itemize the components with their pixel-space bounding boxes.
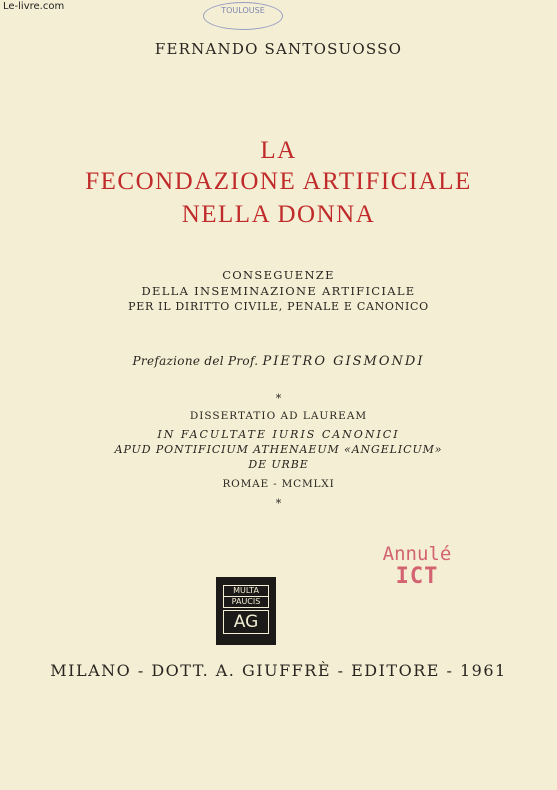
place-year: ROMAE - MCMLXI	[222, 478, 335, 490]
library-stamp: TOULOUSE	[203, 2, 283, 30]
logo-text-3: AG	[223, 610, 269, 634]
cancel-stamp-line-1: Annulé	[382, 543, 452, 565]
separator-star: *	[275, 392, 282, 405]
latin-line-2: APUD PONTIFICIUM ATHENAEUM «ANGELICUM»	[114, 443, 443, 456]
title-line-2: FECONDAZIONE ARTIFICIALE	[85, 168, 472, 195]
preface-prefix: Prefazione del Prof.	[132, 354, 259, 368]
watermark: Le-livre.com	[3, 1, 65, 12]
logo-text-1: MULTA	[223, 585, 269, 597]
subtitle-line-2: DELLA INSEMINAZIONE ARTIFICIALE	[141, 284, 416, 298]
publisher-line: MILANO - DOTT. A. GIUFFRÈ - EDITORE - 1961	[50, 661, 507, 680]
publisher-logo	[216, 577, 276, 645]
subtitle-line-1: CONSEGUENZE	[222, 268, 335, 282]
dissertation-label: DISSERTATIO AD LAUREAM	[189, 410, 368, 422]
logo-text-2: PAUCIS	[223, 597, 269, 608]
cancel-stamp	[374, 543, 460, 589]
latin-line-3: DE URBE	[248, 458, 309, 471]
subtitle-line-3: PER IL DIRITTO CIVILE, PENALE E CANONICO	[128, 300, 429, 313]
separator-star: *	[275, 497, 282, 510]
preface-line	[0, 354, 557, 369]
cancel-stamp-line-2: ICT	[395, 564, 439, 589]
author-name: FERNANDO SANTOSUOSSO	[154, 40, 403, 58]
title-line-3: NELLA DONNA	[181, 201, 376, 228]
preface-author: PIETRO GISMONDI	[262, 354, 425, 369]
latin-line-1: IN FACULTATE IURIS CANONICI	[157, 428, 400, 441]
title-line-1: LA	[260, 137, 297, 164]
